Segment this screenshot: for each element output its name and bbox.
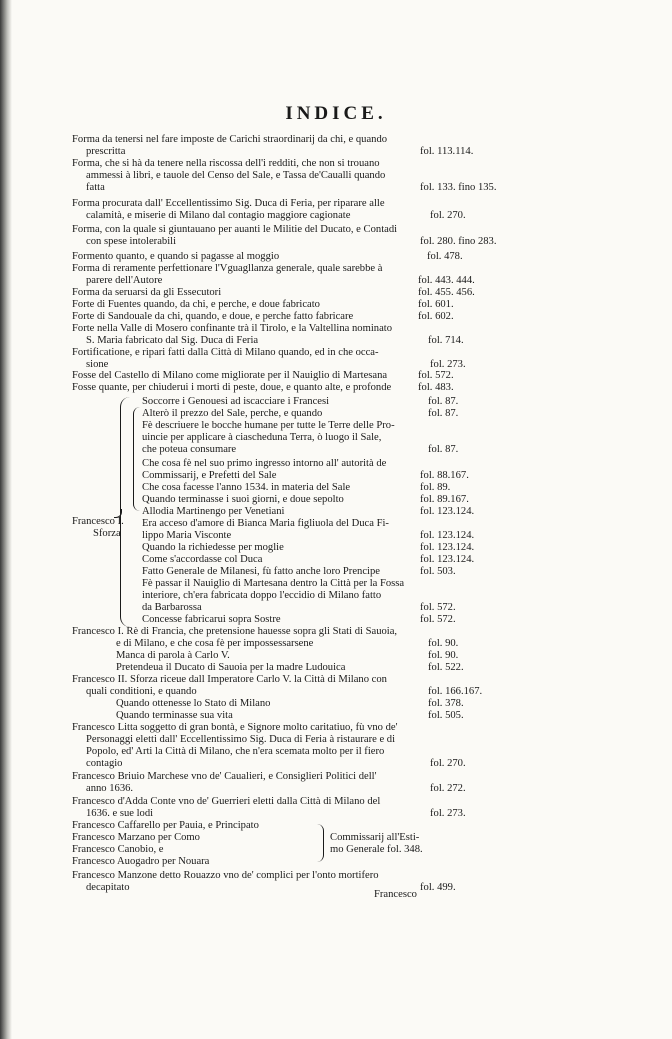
- index-entry-text: Fortificatione, e ripari fatti dalla Città di Milano quando, ed in che occa-: [72, 347, 379, 358]
- index-entry-text: Quando ottenesse lo Stato di Milano: [116, 698, 271, 709]
- index-entry-text: ammessi à libri, e tauole del Censo del Sale, e Tassa de'Caualli quando: [86, 170, 386, 181]
- index-entry-folio: fol. 522.: [428, 662, 464, 673]
- index-entry-text: Quando terminasse sua vita: [116, 710, 233, 721]
- index-entry-folio: fol. 602.: [418, 311, 454, 322]
- index-entry-folio: fol. 90.: [428, 650, 459, 661]
- index-entry-folio: fol. 87.: [428, 444, 459, 455]
- index-entry-text: con spese intolerabili: [86, 236, 177, 247]
- index-entry-folio: fol. 273.: [430, 808, 466, 819]
- index-entry-text: Francesco II. Sforza riceue dall Imperatore Carlo V. la Città di Milano con: [72, 674, 387, 685]
- index-entry-text: Quando terminasse i suoi giorni, e doue sepolto: [142, 494, 344, 505]
- index-entry-folio: mo Generale fol. 348.: [330, 844, 423, 855]
- index-entry-folio: fol. 89.: [420, 482, 451, 493]
- index-entry-folio: fol. 483.: [418, 382, 454, 393]
- index-entry-text: decapitato: [86, 882, 130, 893]
- index-entry-folio: fol. 505.: [428, 710, 464, 721]
- index-entry-folio: fol. 499.: [420, 882, 456, 893]
- index-entry-text: S. Maria fabricato dal Sig. Duca di Feria: [86, 335, 259, 346]
- index-entry-text: Francesco I. Rè di Francia, che pretensione hauesse sopra gli Stati di Sauoia,: [72, 626, 398, 637]
- index-entry-text: Forma da tenersi nel fare imposte de Carichi straordinarij da chi, e quando: [72, 134, 388, 145]
- index-entry-text: Soccorre i Genouesi ad iscacciare i Francesi: [142, 396, 330, 407]
- index-entry-text: Come s'accordasse col Duca: [142, 554, 263, 565]
- index-entry-folio: fol. 572.: [420, 614, 456, 625]
- index-entry-folio: fol. 123.124.: [420, 542, 475, 553]
- index-entry-text: Francesco Auogadro per Nouara: [72, 856, 210, 867]
- group-brace-right: [315, 824, 324, 862]
- index-entry-text: che poteua consumare: [142, 444, 237, 455]
- index-entry-text: Forma di reramente perfettionare l'Vguagllanza generale, quale sarebbe à: [72, 263, 383, 274]
- page-title: INDICE.: [285, 103, 387, 124]
- index-entry-text: Francesco Manzone detto Rouazzo vno de' complici per l'onto mortifero: [72, 870, 379, 881]
- index-entry-folio: fol. 133. fino 135.: [420, 182, 497, 193]
- index-entry-text: calamità, e miserie di Milano dal contagio maggiore cagionate: [86, 210, 351, 221]
- catchword: Francesco: [374, 889, 417, 900]
- index-entry-text: Fosse quante, per chiuderui i morti di peste, doue, e quanto alte, e profonde: [72, 382, 392, 393]
- index-entry-folio: fol. 87.: [428, 396, 459, 407]
- index-entry-text: Francesco Litta soggetto di gran bontà, e Signore molto caritatiuo, fù vno de': [72, 722, 398, 733]
- index-entry-text: Quando la richiedesse per moglie: [142, 542, 284, 553]
- index-entry-text: Popolo, ed' Arti la Città di Milano, che n'era scemata molto per il fiero: [86, 746, 385, 757]
- index-entry-text: Forte di Sandouale da chi, quando, e doue, e perche fatto fabricare: [72, 311, 354, 322]
- index-entry-text: anno 1636.: [86, 783, 134, 794]
- index-entry-text: Allodia Martinengo per Venetiani: [142, 506, 285, 517]
- index-entry-text: fatta: [86, 182, 105, 193]
- index-entry-text: parere dell'Autore: [86, 275, 163, 286]
- index-entry-text: Forte nella Valle di Mosero confinante trà il Tirolo, e la Valtellina nominato: [72, 323, 393, 334]
- index-entry-text: Che cosa fè nel suo primo ingresso intorno all' autorità de: [142, 458, 387, 469]
- index-entry-folio: fol. 113.114.: [420, 146, 474, 157]
- index-entry-text: sione: [86, 359, 109, 370]
- index-entry-text: lippo Maria Visconte: [142, 530, 232, 541]
- index-entry-text: da Barbarossa: [142, 602, 202, 613]
- index-entry-folio: fol. 280. fino 283.: [420, 236, 497, 247]
- index-entry-text: Forte di Fuentes quando, da chi, e perche, e doue fabricato: [72, 299, 320, 310]
- index-entry-text: Era acceso d'amore di Bianca Maria figliuola del Duca Fi-: [142, 518, 389, 529]
- index-entry-folio: fol. 572.: [420, 602, 456, 613]
- index-entry-text: Francesco Briuio Marchese vno de' Caualieri, e Consiglieri Politici dell': [72, 771, 377, 782]
- index-entry-text: interiore, ch'era fabricata doppo l'eccidio di Milano fatto: [142, 590, 382, 601]
- index-entry-folio: fol. 270.: [430, 758, 466, 769]
- index-entry-folio: fol. 478.: [427, 251, 463, 262]
- index-entry-text: e di Milano, e che cosa fè per impossessarsene: [116, 638, 314, 649]
- index-entry-text: Forma, con la quale si giuntauano per auanti le Militie del Ducato, e Contadi: [72, 224, 398, 235]
- index-entry-text: 1636. e sue lodi: [86, 808, 154, 819]
- index-entry-text: Concesse fabricarui sopra Sostre: [142, 614, 281, 625]
- group-brace-small: [133, 407, 142, 511]
- index-entry-folio: fol. 572.: [418, 370, 454, 381]
- index-entry-folio: fol. 88.167.: [420, 470, 469, 481]
- index-entry-folio: fol. 601.: [418, 299, 454, 310]
- index-entry-text: Fosse del Castello di Milano come migliorate per il Nauiglio di Martesana: [72, 370, 388, 381]
- index-entry-text: Manca di parola à Carlo V.: [116, 650, 230, 661]
- index-entry-text: Personaggi eletti dall' Eccellentissimo Sig. Duca di Feria à ristaurare e di: [86, 734, 396, 745]
- index-entry-folio: fol. 166.167.: [428, 686, 483, 697]
- index-entry-text: Francesco Marzano per Como: [72, 832, 200, 843]
- index-entry-folio: fol. 87.: [428, 408, 459, 419]
- index-entry-text: Che cosa facesse l'anno 1534. in materia del Sale: [142, 482, 351, 493]
- index-entry-text: Francesco Canobio, e: [72, 844, 164, 855]
- index-entry-text: prescritta: [86, 146, 126, 157]
- index-entry-text: Fè descriuere le bocche humane per tutte le Terre delle Pro-: [142, 420, 395, 431]
- index-entry-text: Alterò il prezzo del Sale, perche, e quando: [142, 408, 323, 419]
- index-entry-folio: fol. 89.167.: [420, 494, 469, 505]
- index-entry-text: uincie per applicare à ciascheduna Terra, ò luogo il Sale,: [142, 432, 382, 443]
- index-entry-folio: fol. 455. 456.: [418, 287, 475, 298]
- index-entry-text: Pretendeua il Ducato di Sauoia per la madre Ludouica: [116, 662, 346, 673]
- index-entry-folio: fol. 123.124.: [420, 506, 475, 517]
- index-entry-text: quali conditioni, e quando: [86, 686, 197, 697]
- index-entry-text: Forma da seruarsi da gli Essecutori: [72, 287, 222, 298]
- index-entry-folio: fol. 123.124.: [420, 554, 475, 565]
- index-entry-folio: fol. 714.: [428, 335, 464, 346]
- index-entry-folio: Commissarij all'Esti-: [330, 832, 420, 843]
- index-entry-folio: fol. 273.: [430, 359, 466, 370]
- index-entry-text: Forma procurata dall' Eccellentissimo Sig. Duca di Feria, per riparare alle: [72, 198, 385, 209]
- index-entry-text: Fatto Generale de Milanesi, fù fatto anche loro Prencipe: [142, 566, 380, 577]
- index-entry-folio: fol. 123.124.: [420, 530, 475, 541]
- index-entry-folio: fol. 503.: [420, 566, 456, 577]
- index-entry-text: Formento quanto, e quando si pagasse al moggio: [72, 251, 280, 262]
- index-entry-text: Francesco d'Adda Conte vno de' Guerrieri eletti dalla Città di Milano del: [72, 796, 381, 807]
- index-entry-text: Commissarij, e Prefetti del Sale: [142, 470, 277, 481]
- index-entry-folio: fol. 270.: [430, 210, 466, 221]
- index-entry-folio: fol. 272.: [430, 783, 466, 794]
- label-francesco-i: Francesco I.: [72, 516, 124, 527]
- index-entry-text: Forma, che si hà da tenere nella riscossa dell'i redditi, che non si trouano: [72, 158, 380, 169]
- index-entry-text: Fè passar il Nauiglio di Martesana dentro la Città per la Fossa: [142, 578, 405, 589]
- index-entry-text: contagio: [86, 758, 123, 769]
- index-entry-folio: fol. 443. 444.: [418, 275, 475, 286]
- index-entry-folio: fol. 378.: [428, 698, 464, 709]
- index-entry-text: Francesco Caffarello per Pauia, e Principato: [72, 820, 259, 831]
- label-sforza: Sforza: [93, 528, 121, 539]
- index-entry-folio: fol. 90.: [428, 638, 459, 649]
